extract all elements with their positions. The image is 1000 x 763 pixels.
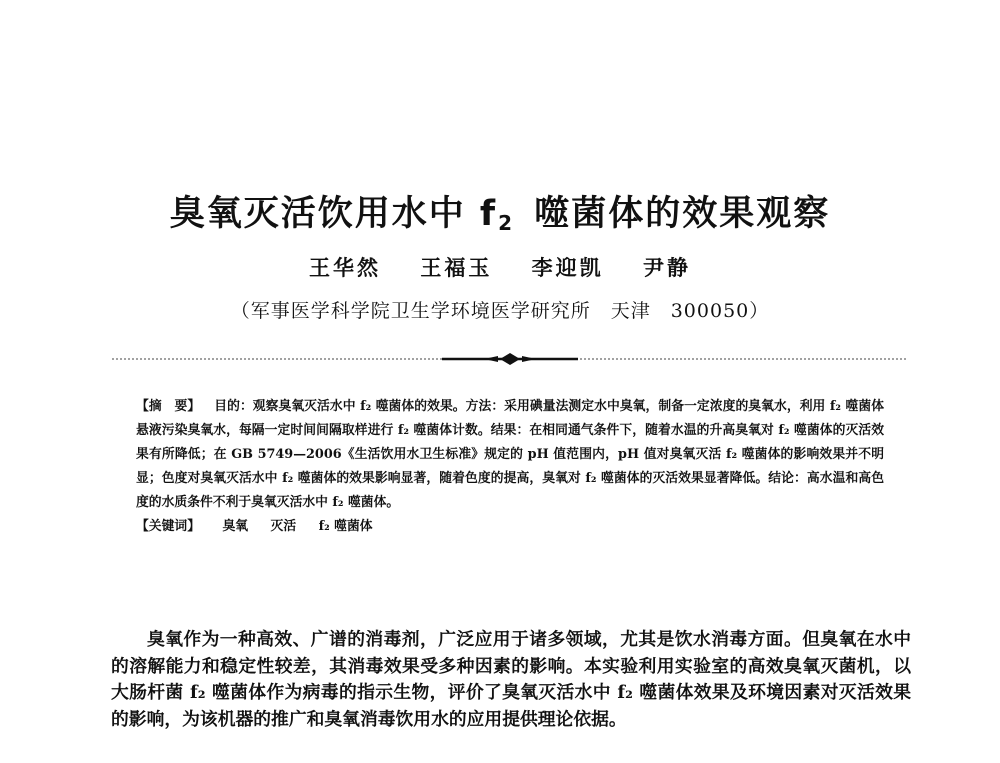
ornamental-divider [112, 352, 908, 366]
keyword: 灭活 [270, 519, 297, 534]
title-text-after: 噬菌体的效果观察 [520, 194, 831, 234]
keyword: 臭氧 [222, 519, 249, 534]
title-subscript: 2 [498, 211, 515, 235]
abstract-block [136, 395, 884, 539]
keywords-line [136, 515, 884, 539]
title-text-before: 臭氧灭活饮用水中 f [169, 194, 498, 234]
abstract-text: 目的：观察臭氧灭活水中 f₂ 噬菌体的效果。方法：采用碘量法测定水中臭氧，制备一定浓度的臭氧水，利用 f₂ 噬菌体悬液污染臭氧水，每隔一定时间间隔取样进行 f₂ 噬菌体计数。结果：在相同通气条件下，随着水温的升高臭氧对 f₂ 噬菌体的灭活效果有所降低；在 GB 5749—2006《生活饮用水卫生标准》规定的 pH 值范围内，pH 值对臭氧灭活 f₂ 噬菌体的影响效果并不明显；色度对臭氧灭活水中 f₂ 噬菌体的效果影响显著，随着色度的提高，臭氧对 f₂ 噬菌体的灭活效果显著降低。结论：高水温和高色度的水质条件不利于臭氧灭活水中 f₂ 噬菌体。 [136, 399, 885, 510]
author-list [0, 252, 1000, 282]
author-name: 尹静 [642, 255, 691, 280]
author-name: 李迎凯 [531, 255, 604, 280]
abstract-label: 【摘 要】 [136, 399, 201, 414]
keywords-label: 【关键词】 [136, 519, 200, 534]
author-name: 王华然 [309, 255, 382, 280]
author-name: 王福玉 [420, 255, 493, 280]
body-paragraph: 臭氧作为一种高效、广谱的消毒剂，广泛应用于诸多领域，尤其是饮水消毒方面。但臭氧在水中的溶解能力和稳定性较差，其消毒效果受多种因素的影响。本实验利用实验室的高效臭氧灭菌机，以大肠杆菌 f₂ 噬菌体作为病毒的指示生物，评价了臭氧灭活水中 f₂ 噬菌体效果及环境因素对灭活效果的影响，为该机器的推广和臭氧消毒饮用水的应用提供理论依据。 [111, 629, 911, 730]
keyword: f₂ 噬菌体 [318, 519, 373, 534]
affiliation: （军事医学科学院卫生学环境医学研究所 天津 300050） [230, 300, 770, 322]
paper-title [0, 186, 1000, 236]
